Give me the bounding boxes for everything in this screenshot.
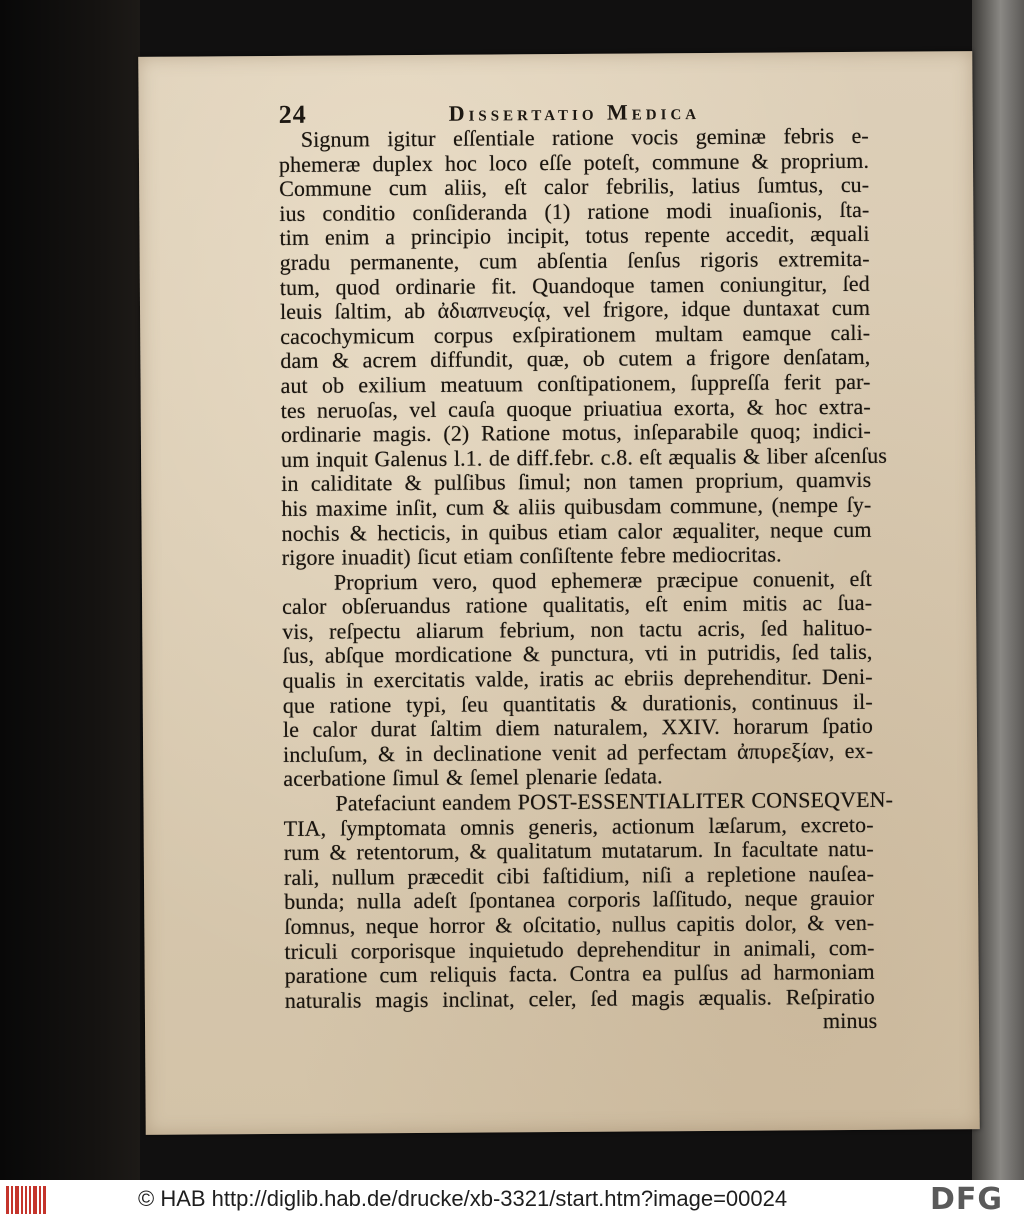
text-line: que ratione typi, ſeu quantitatis & durationis, continuus il- xyxy=(282,688,873,718)
text-line: Proprium vero, quod ephemeræ præcipue conuenit, eſt xyxy=(333,565,872,595)
copyright-url[interactable]: © HAB http://diglib.hab.de/drucke/xb-3321/start.htm?image=00024 xyxy=(138,1186,788,1211)
text-line: rali, nullum præcedit cibi faſtidium, niſi a repletione nauſea- xyxy=(283,860,875,890)
text-line: Patefaciunt eandem POST-ESSENTIALITER CONSEQVEN- xyxy=(335,786,894,816)
text-line: naturalis magis inclinat, celer, ſed magis æqualis. Reſpiratio xyxy=(284,983,875,1013)
text-line: ius conditio conſideranda (1) ratione modi inuaſionis, ſta- xyxy=(279,196,870,226)
text-line: dam & acrem diffundit, quæ, ob cutem a frigore denſatam, xyxy=(280,344,871,374)
text-line: Commune cum aliis, eſt calor febrilis, latius ſumtus, cu- xyxy=(279,172,870,202)
text-line: TIA, ſymptomata omnis generis, actionum læſarum, excreto- xyxy=(283,811,874,841)
book-cover-left xyxy=(0,0,140,1180)
text-line: tum, quod ordinarie fit. Quandoque tamen coniungitur, ſed xyxy=(279,270,870,300)
text-line: le calor durat ſaltim diem naturalem, XXIV. horarum ſpatio xyxy=(282,713,874,743)
text-line: triculi corporisque inquietudo deprehenditur in animali, com- xyxy=(284,934,875,964)
book-page xyxy=(138,51,980,1135)
text-line: ordinarie magis. (2) Ratione motus, inſeparabile quoq; indici- xyxy=(280,417,871,448)
running-title: Dissertatio Medica xyxy=(448,99,701,126)
text-line: tes neruoſas, vel cauſa quoque priuatiua exorta, & hoc extra- xyxy=(280,393,871,423)
text-line: um inquit Galenus l.1. de diff.febr. c.8. eſt æqualis & liber aſcenſus xyxy=(280,442,888,472)
text-line: phemeræ duplex hoc loco eſſe poteſt, commune & proprium. xyxy=(278,147,870,177)
footer-bar xyxy=(0,1180,1024,1218)
text-line: ſomnus, neque horror & oſcitatio, nullus capitis dolor, & ven- xyxy=(284,909,875,939)
text-line: Signum igitur eſſentiale ratione vocis geminæ febris e- xyxy=(300,122,869,152)
text-line: paratione cum reliquis facta. Contra ea pulſus ad harmoniam xyxy=(284,958,875,989)
text-line: nochis & hecticis, in quibus etiam calor æqualiter, neque cum xyxy=(281,516,872,546)
page-number: 24 xyxy=(278,99,307,129)
dfg-logo[interactable]: DFG xyxy=(930,1182,1004,1217)
text-line: tim enim a principio incipit, totus repente accedit, æquali xyxy=(279,221,870,251)
text-line: leuis ſaltim, ab ἀδιαπνευςίᾳ, vel frigore, idque duntaxat cum xyxy=(279,294,871,325)
catchword: minus xyxy=(822,1008,878,1034)
text-line: incluſum, & in declinatione venit ad perfectam ἀπυρεξίαν, ex- xyxy=(283,737,874,767)
text-line: rum & retentorum, & qualitatum mutatarum. In facultate natu- xyxy=(283,836,874,866)
text-line: in caliditate & pulſibus ſimul; non tamen proprium, quamvis xyxy=(281,467,872,497)
text-line: calor obſeruandus ratione qualitatis, eſt enim mitis ac ſua- xyxy=(282,590,873,620)
body-text xyxy=(278,122,894,1038)
text-line: vis, reſpectu aliarum febrium, non tactu acris, ſed halituo- xyxy=(282,614,873,644)
text-line: aut ob exilium meatuum conſtipationem, ſuppreſſa ferit par- xyxy=(280,368,871,398)
text-line: acerbatione ſimul & ſemel plenarie ſedata. xyxy=(283,763,663,792)
text-line: cacochymicum corpus exſpirationem multam eamque cali- xyxy=(280,319,871,349)
text-line: qualis in exercitatis valde, iratis ac ebriis deprehenditur. Deni- xyxy=(282,663,873,693)
book-cover-right xyxy=(972,0,1024,1180)
text-line: gradu permanente, cum abſentia ſenſus rigoris extremita- xyxy=(279,245,870,275)
text-line: his maxime inſit, cum & aliis quibusdam commune, (nempe ſy- xyxy=(281,491,872,521)
barcode-icon[interactable] xyxy=(6,1186,46,1214)
text-line: rigore inuadit) ſicut etiam conſiſtente febre mediocritas. xyxy=(281,541,782,571)
text-line: bunda; nulla adeſt ſpontanea corporis laſſitudo, neque grauior xyxy=(284,885,875,915)
text-line: ſus, abſque mordicatione & punctura, vti in putridis, ſed talis, xyxy=(282,639,873,669)
